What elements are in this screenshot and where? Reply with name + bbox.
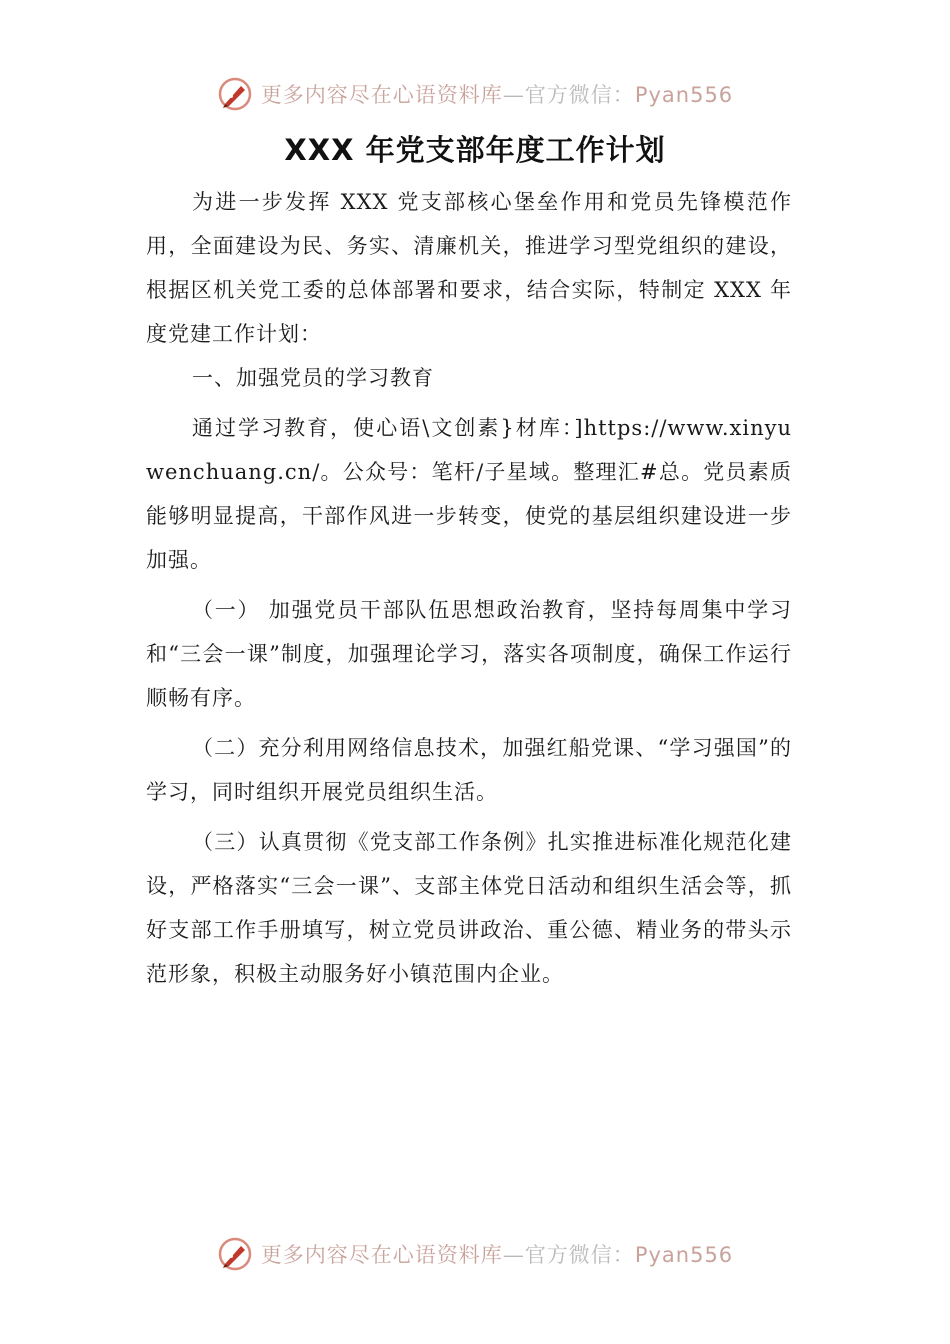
- header-banner: [0, 72, 950, 116]
- banner-dash: —: [502, 1243, 525, 1267]
- footer-banner: [0, 1232, 950, 1276]
- intro-paragraph: 为进一步发挥 XXX 党支部核心堡垒作用和党员先锋模范作用，全面建设为民、务实、清廉机关，推进学习型党组织的建设，根据区机关党工委的总体部署和要求，结合实际，特制定 XXX 年度党建工作计划：: [146, 190, 792, 346]
- section-heading: 一、加强党员的学习教育: [192, 366, 434, 390]
- banner-wechat-id: Pyan556: [634, 1243, 734, 1267]
- pen-logo-icon: [217, 1236, 253, 1272]
- banner-text: [261, 79, 733, 109]
- document-title: XXX 年党支部年度工作计划: [284, 133, 666, 167]
- item-paragraph-1: （一） 加强党员干部队伍思想政治教育，坚持每周集中学习和“三会一课”制度，加强理论学习，落实各项制度，确保工作运行顺畅有序。: [146, 598, 792, 710]
- item-paragraph-2: （二）充分利用网络信息技术，加强红船党课、“学习强国”的学习，同时组织开展党员组织生活。: [146, 736, 792, 804]
- banner-wechat-id: Pyan556: [634, 83, 734, 107]
- banner-dash: —: [502, 83, 525, 107]
- banner-lead: 更多内容尽在心语资料库: [260, 1243, 503, 1267]
- pen-logo-icon: [217, 76, 253, 112]
- item-paragraph-3: （三）认真贯彻《党支部工作条例》扎实推进标准化规范化建设，严格落实“三会一课”、支部主体党日活动和组织生活会等，抓好支部工作手册填写，树立党员讲政治、重公德、精业务的带头示范形象，积极主动服务好小镇范围内企业。: [146, 830, 792, 986]
- banner-lead: 更多内容尽在心语资料库: [260, 83, 503, 107]
- banner-official: 官方微信：: [524, 1243, 635, 1267]
- banner-official: 官方微信：: [524, 83, 635, 107]
- banner-text: [261, 1239, 733, 1269]
- body-paragraph: 通过学习教育，使心语\文创素}材库：]https://www.xinyuwenchuang.cn/。公众号：笔杆/子星域。整理汇#总。党员素质能够明显提高，干部作风进一步转变，使党的基层组织建设进一步加强。: [146, 416, 792, 572]
- document-body: [146, 180, 792, 996]
